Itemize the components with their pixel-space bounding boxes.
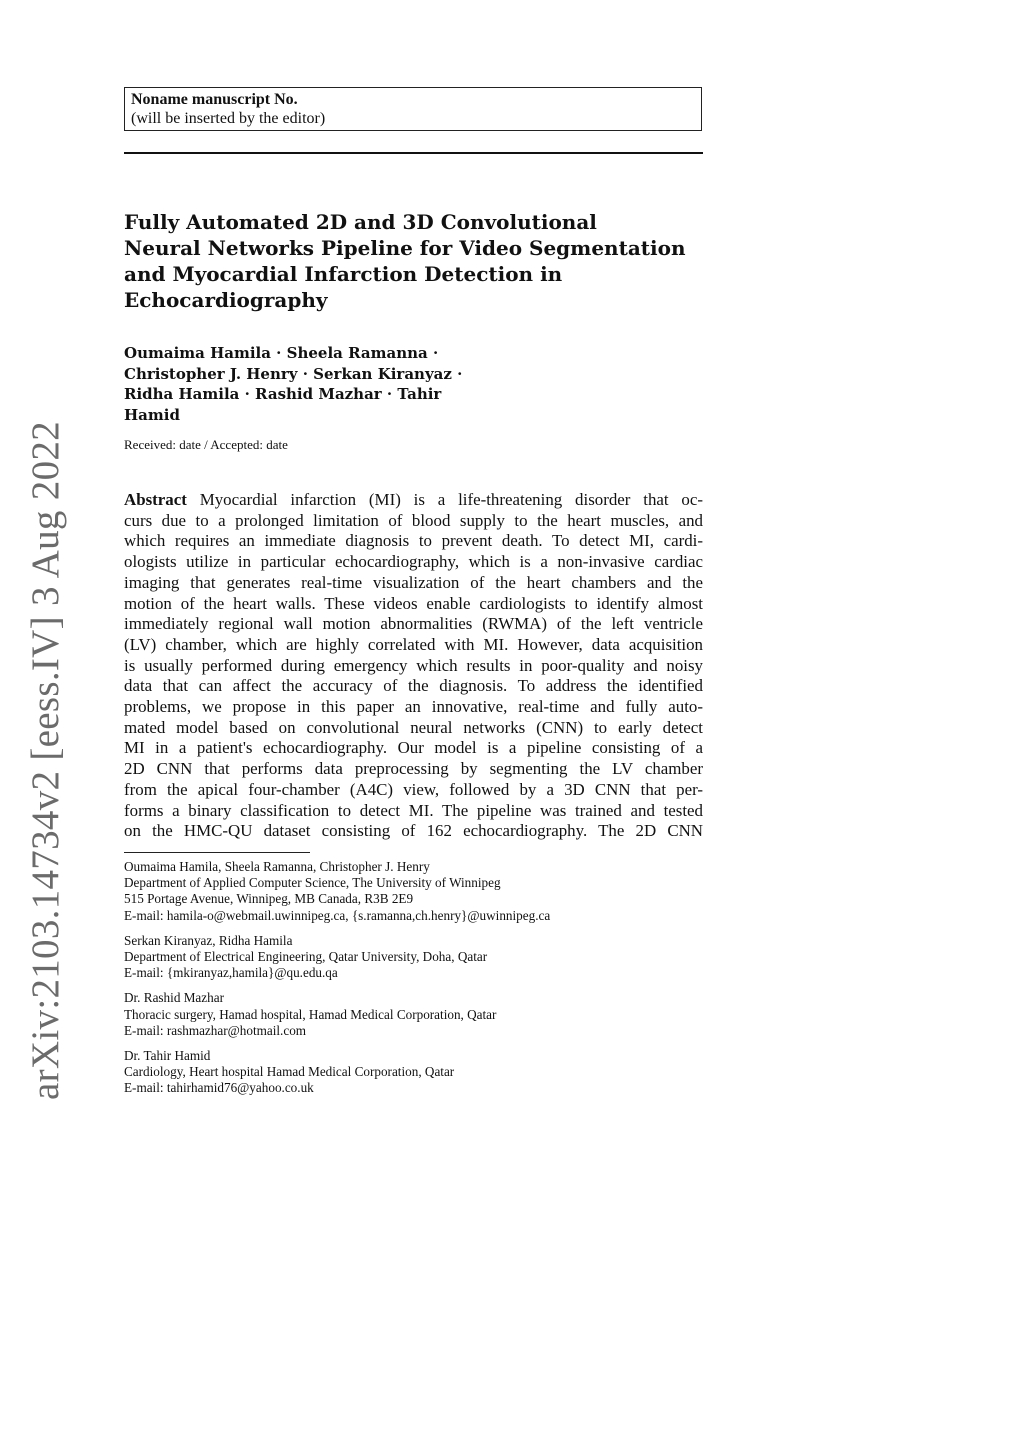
received-date: Received: date / Accepted: date <box>124 437 288 452</box>
abstract-line: (LV) chamber, which are highly correlated with MI. However, data acquisition <box>124 634 703 654</box>
affiliation-block <box>124 859 684 924</box>
author-list <box>124 343 584 426</box>
affiliation-block <box>124 1048 684 1097</box>
author-line: Oumaima Hamila · Sheela Ramanna · <box>124 344 439 362</box>
title-line: Fully Automated 2D and 3D Convolutional <box>124 210 597 234</box>
affiliation-names: Dr. Rashid Mazhar <box>124 990 224 1006</box>
affiliation-department: Thoracic surgery, Hamad hospital, Hamad Medical Corporation, Qatar <box>124 1006 497 1022</box>
title-line: Neural Networks Pipeline for Video Segmentation <box>124 236 686 260</box>
affiliation-email: E-mail: {mkiranyaz,hamila}@qu.edu.qa <box>124 965 338 981</box>
affiliation-email: E-mail: hamila-o@webmail.uwinnipeg.ca, {s.ramanna,ch.henry}@uwinnipeg.ca <box>124 907 551 923</box>
author-line: Hamid <box>124 406 180 425</box>
affiliation-names: Serkan Kiranyaz, Ridha Hamila <box>124 932 293 948</box>
abstract-line: ologists utilize in particular echocardiography, which is a non-invasive cardiac <box>124 552 703 572</box>
affiliations <box>124 859 684 1106</box>
abstract-heading: Abstract <box>124 490 187 509</box>
author-line: Ridha Hamila · Rashid Mazhar · Tahir <box>124 385 442 404</box>
abstract-line: data that can affect the accuracy of the diagnosis. To address the identified <box>124 676 703 696</box>
abstract-line: on the HMC-QU dataset consisting of 162 echocardiography. The 2D CNN <box>124 821 703 841</box>
affiliation-department: Cardiology, Heart hospital Hamad Medical Corporation, Qatar <box>124 1064 455 1080</box>
affiliation-names: Dr. Tahir Hamid <box>124 1048 211 1064</box>
abstract-line: imaging that generates real-time visualization of the heart chambers and the <box>124 572 703 592</box>
editor-note: (will be inserted by the editor) <box>131 110 326 127</box>
arxiv-sidebar <box>12 420 78 1100</box>
affiliation-block <box>124 933 684 982</box>
abstract-line: curs due to a prolonged limitation of blood supply to the heart muscles, and <box>124 510 703 530</box>
abstract <box>124 490 703 842</box>
abstract-line: motion of the heart walls. These videos enable cardiologists to identify almost <box>124 593 703 613</box>
abstract-line: MI in a patient's echocardiography. Our model is a pipeline consisting of a <box>124 738 703 758</box>
affiliation-email: E-mail: tahirhamid76@yahoo.co.uk <box>124 1080 314 1096</box>
abstract-line: forms a binary classification to detect MI. The pipeline was trained and tested <box>124 800 703 820</box>
abstract-line: from the apical four-chamber (A4C) view, followed by a 3D CNN that per- <box>124 779 703 799</box>
footnote-rule <box>124 852 310 853</box>
paper-title <box>124 209 714 313</box>
abstract-line: which requires an immediate diagnosis to prevent death. To detect MI, cardi- <box>124 531 703 551</box>
title-line: Echocardiography <box>124 288 328 312</box>
abstract-line <box>124 490 703 511</box>
title-line: and Myocardial Infarction Detection in <box>124 262 563 286</box>
author-line: Christopher J. Henry · Serkan Kiranyaz · <box>124 364 463 383</box>
header-rule <box>124 152 703 154</box>
affiliation-department: Department of Electrical Engineering, Qatar University, Doha, Qatar <box>124 949 488 965</box>
editor-box <box>124 87 702 131</box>
abstract-first-line: Myocardial infarction (MI) is a life-threatening disorder that oc- <box>199 490 703 509</box>
abstract-line: immediately regional wall motion abnormalities (RWMA) of the left ventricle <box>124 614 703 634</box>
abstract-line: is usually performed during emergency which results in poor-quality and noisy <box>124 655 703 675</box>
affiliation-block <box>124 990 684 1039</box>
arxiv-stamp: arXiv:2103.14734v2 [eess.IV] 3 Aug 2022 <box>23 420 67 1100</box>
affiliation-department: Department of Applied Computer Science, The University of Winnipeg <box>124 875 501 891</box>
affiliation-email: E-mail: rashmazhar@hotmail.com <box>124 1022 307 1038</box>
abstract-line: problems, we propose in this paper an innovative, real-time and fully auto- <box>124 697 703 717</box>
manuscript-number-label: Noname manuscript No. <box>131 91 298 108</box>
affiliation-address: 515 Portage Avenue, Winnipeg, MB Canada, R3B 2E9 <box>124 891 414 907</box>
affiliation-names: Oumaima Hamila, Sheela Ramanna, Christopher J. Henry <box>124 859 430 874</box>
abstract-line: 2D CNN that performs data preprocessing by segmenting the LV chamber <box>124 759 703 779</box>
abstract-line: mated model based on convolutional neural networks (CNN) to early detect <box>124 717 703 737</box>
